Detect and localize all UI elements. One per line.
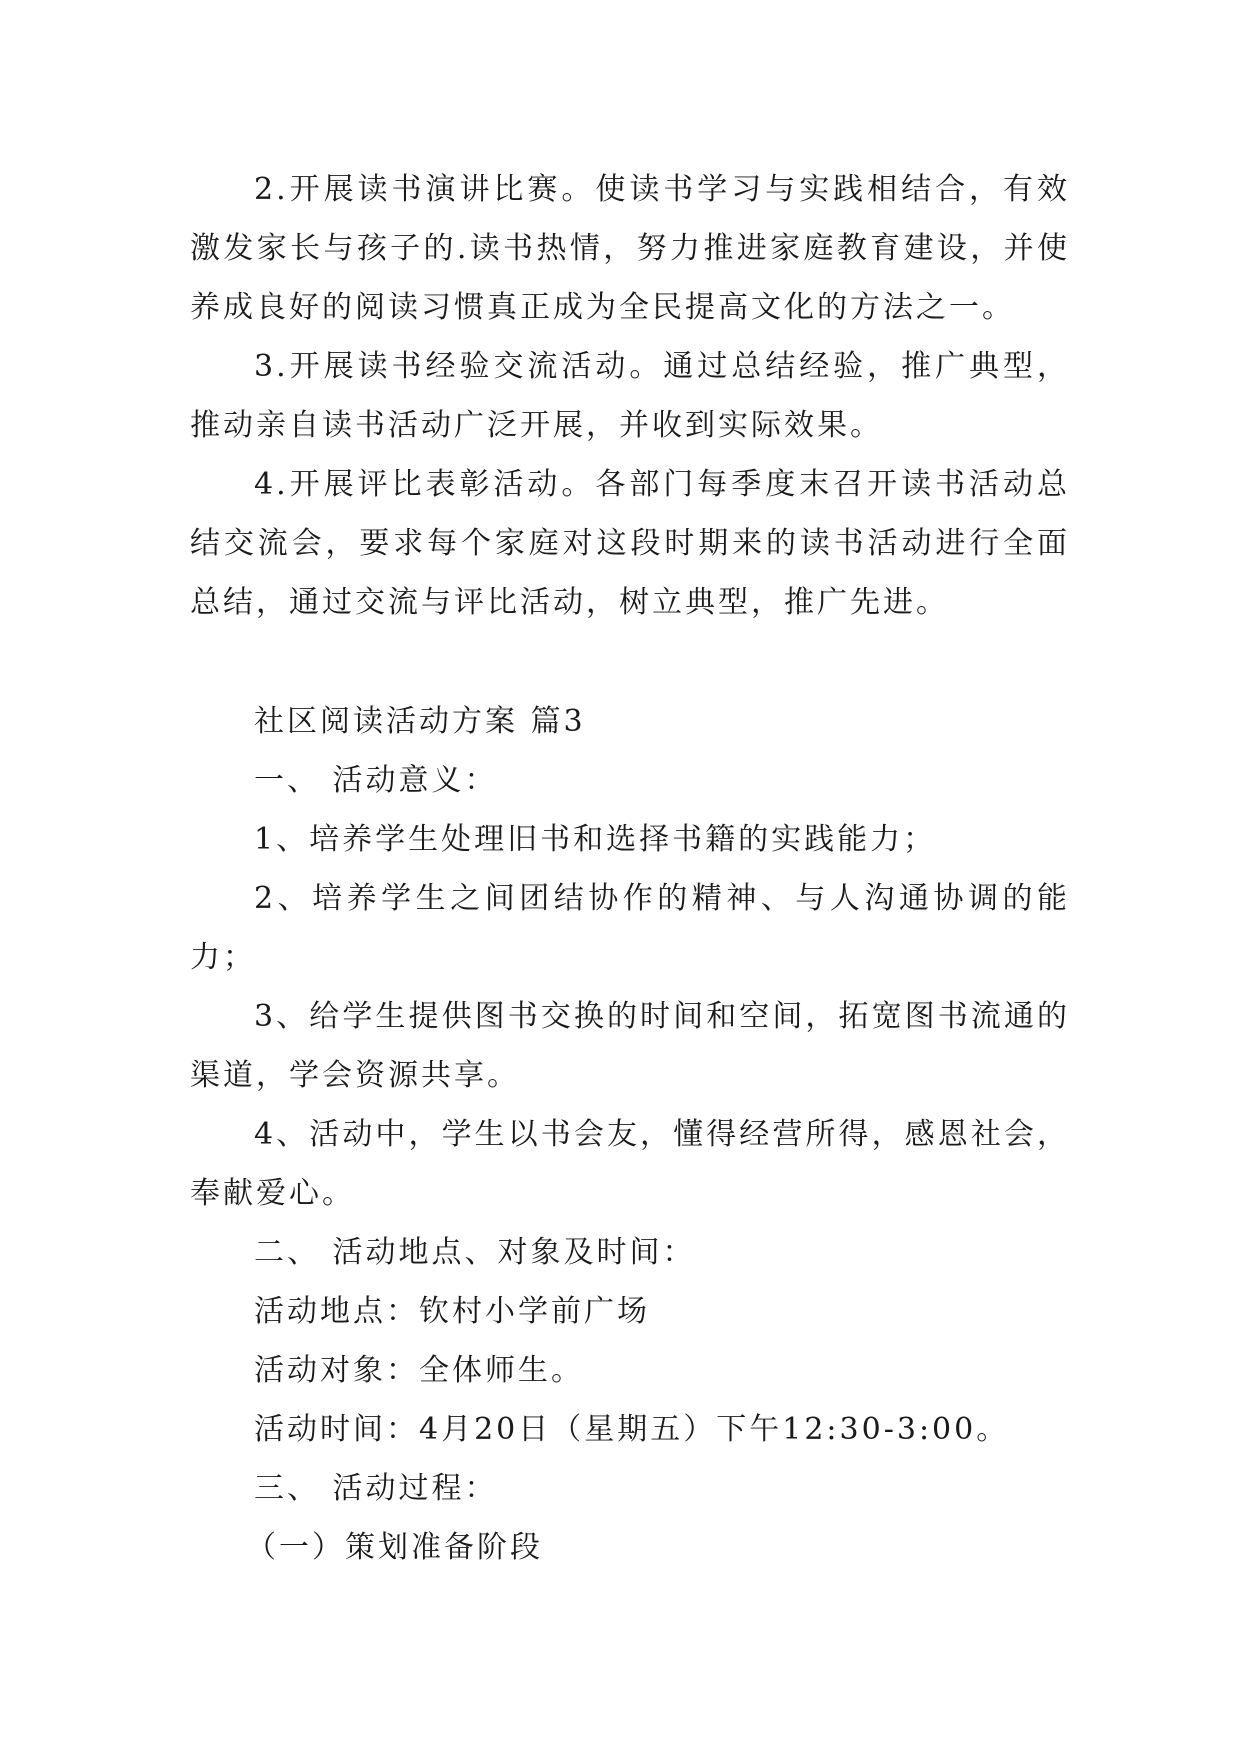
paragraph-experience-exchange: 3.开展读书经验交流活动。通过总结经验，推广典型，推动亲自读书活动广泛开展，并收到实际效果。 bbox=[190, 349, 1070, 443]
section-title: 社区阅读活动方案 篇3 bbox=[254, 704, 586, 739]
heading-activity-process: 三、 活动过程： bbox=[254, 1471, 498, 1506]
significance-item-3: 3、给学生提供图书交换的时间和空间，拓宽图书流通的渠道，学会资源共享。 bbox=[190, 999, 1070, 1093]
document-body bbox=[190, 160, 1070, 1577]
significance-item-4: 4、活动中，学生以书会友，懂得经营所得，感恩社会，奉献爱心。 bbox=[190, 1117, 1070, 1211]
activity-location: 活动地点：钦村小学前广场 bbox=[254, 1294, 650, 1329]
subheading-planning-stage: （一）策划准备阶段 bbox=[246, 1530, 543, 1565]
significance-item-1: 1、培养学生处理旧书和选择书籍的实践能力； bbox=[254, 822, 937, 857]
heading-location-audience-time: 二、 活动地点、对象及时间： bbox=[254, 1235, 696, 1270]
paragraph-speech-contest: 2.开展读书演讲比赛。使读书学习与实践相结合，有效激发家长与孩子的.读书热情，努力推进家庭教育建设，并使养成良好的阅读习惯真正成为全民提高文化的方法之一。 bbox=[190, 172, 1070, 325]
paragraph-commendation: 4.开展评比表彰活动。各部门每季度末召开读书活动总结交流会，要求每个家庭对这段时期来的读书活动进行全面总结，通过交流与评比活动，树立典型，推广先进。 bbox=[190, 467, 1070, 620]
heading-activity-significance: 一、 活动意义： bbox=[254, 763, 498, 798]
activity-time: 活动时间：4月20日（星期五）下午12:30-3:00。 bbox=[254, 1412, 1010, 1447]
significance-item-2: 2、培养学生之间团结协作的精神、与人沟通协调的能力； bbox=[190, 881, 1070, 975]
activity-audience: 活动对象：全体师生。 bbox=[254, 1353, 584, 1388]
